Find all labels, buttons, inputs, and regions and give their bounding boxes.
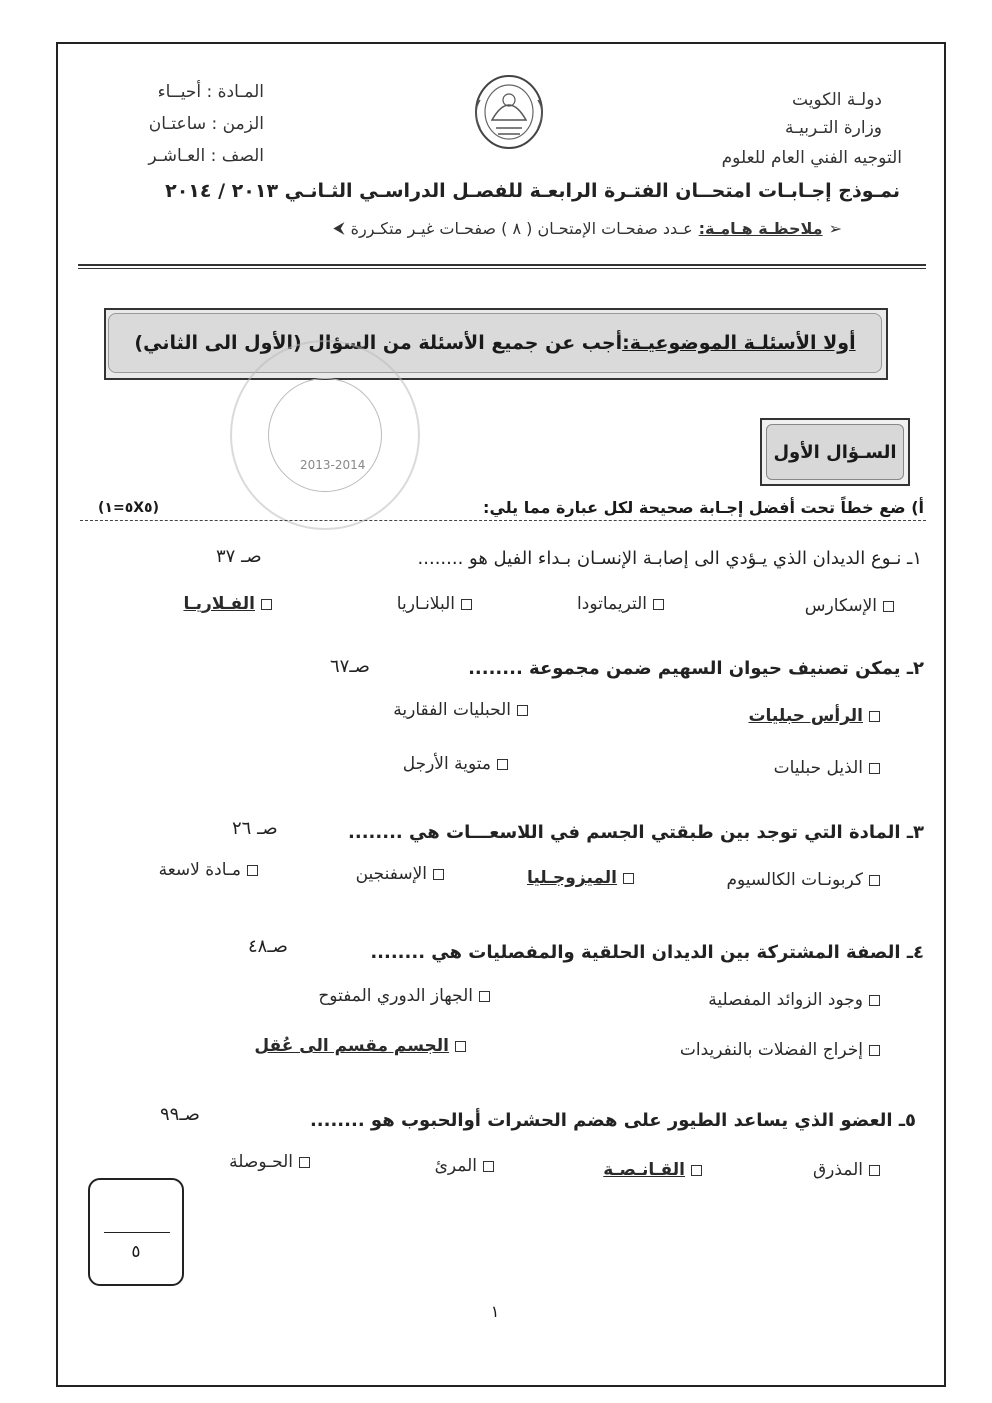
q3-option-2[interactable]: الميزوجـليا <box>527 868 634 888</box>
instruction-divider <box>80 520 926 521</box>
score-divider <box>104 1232 170 1233</box>
q3-option-3[interactable]: الإسفنجين <box>356 864 444 884</box>
checkbox-icon <box>653 599 664 610</box>
checkbox-icon <box>517 705 528 716</box>
kuwait-emblem-icon <box>470 70 548 158</box>
checkbox-icon <box>869 1045 880 1056</box>
checkbox-icon <box>261 599 272 610</box>
grade-label: الصف : العـاشـر <box>148 146 264 166</box>
important-note <box>333 218 842 238</box>
q4-option-4[interactable]: الجسم مقسم الى عُقل <box>254 1036 466 1056</box>
q5-option-1[interactable]: المذرق <box>813 1160 880 1180</box>
checkbox-icon <box>869 875 880 886</box>
stamp-year: 2013-2014 <box>300 458 366 472</box>
banner-text: أجب عن جميع الأسئلة من السؤال (الأول الى الثاني) <box>134 332 623 354</box>
checkbox-icon <box>869 1165 880 1176</box>
checkbox-icon <box>433 869 444 880</box>
section-banner <box>108 313 882 373</box>
q1-option-4[interactable]: الفـلاريـا <box>183 594 272 614</box>
q1-option-3[interactable]: البلانـاريا <box>397 594 472 614</box>
question-3-ref: صـ ٢٦ <box>232 818 278 839</box>
checkbox-icon <box>479 991 490 1002</box>
banner-prefix: أولا الأسئلـة الموضوعيـة: <box>622 332 856 354</box>
q4-option-1[interactable]: وجود الزوائد المفصلية <box>708 990 880 1010</box>
checkbox-icon <box>461 599 472 610</box>
note-label: ملاحظـة هـامـة: <box>698 218 823 238</box>
score-value: ٥ <box>131 1242 141 1262</box>
time-label: الزمن : ساعتـان <box>148 114 264 134</box>
question-4: ٤ـ الصفة المشتركة بين الديدان الحلقية والمفصليات هي ........ <box>370 942 924 963</box>
stamp-inner-ring <box>268 378 382 492</box>
checkbox-icon <box>497 759 508 770</box>
score-formula: (٥=١X٥) <box>98 500 159 516</box>
checkbox-icon <box>869 763 880 774</box>
q1-option-1[interactable]: الإسكارس <box>805 596 894 616</box>
question-2: ٢ـ يمكن تصنيف حيوان السهيم ضمن مجموعة ........ <box>468 658 924 679</box>
q1-option-2[interactable]: التريماتودا <box>577 594 664 614</box>
q5-option-3[interactable]: المرئ <box>435 1156 494 1176</box>
q3-option-4[interactable]: مـادة لاسعة <box>159 860 258 880</box>
q5-option-2[interactable]: القـانـصـة <box>603 1160 702 1180</box>
question-2-ref: صـ٦٧ <box>330 656 370 677</box>
note-text: عـدد صفحـات الإمتحـان ( ٨ ) صفحـات غيـر متكـررة <box>350 218 693 238</box>
q2-option-4[interactable]: متوية الأرجل <box>403 754 508 774</box>
question-4-ref: صـ٤٨ <box>248 936 288 957</box>
checkbox-icon <box>623 873 634 884</box>
q2-option-3[interactable]: الذيل حبليات <box>774 758 880 778</box>
header-divider <box>78 268 926 269</box>
arrow-bullet-icon: ➢ <box>828 218 842 238</box>
checkbox-icon <box>869 711 880 722</box>
header-divider <box>78 264 926 266</box>
arrow-bullet-icon: ⮜ <box>333 218 345 237</box>
question-5: ٥ـ العضو الذي يساعد الطيور على هضم الحشرات أوالحبوب هو ........ <box>309 1110 916 1131</box>
exam-title: نمـوذج إجـابـات امتحــان الفتـرة الرابعـة للفصـل الدراسـي الثـانـي ٢٠١٣ / ٢٠١٤ <box>165 180 900 202</box>
checkbox-icon <box>691 1165 702 1176</box>
question-1-ref: صـ ٣٧ <box>216 546 262 567</box>
checkbox-icon <box>883 601 894 612</box>
q2-option-2[interactable]: الحبليات الفقارية <box>393 700 528 720</box>
q3-option-1[interactable]: كربونـات الكالسيوم <box>726 870 880 890</box>
checkbox-icon <box>869 995 880 1006</box>
ministry-name: وزارة التـربيـة <box>784 118 882 138</box>
question-box-title: السـؤال الأول <box>766 424 904 480</box>
q4-option-3[interactable]: إخراج الفضلات بالنفريدات <box>680 1040 880 1060</box>
q5-option-4[interactable]: الحـوصلة <box>229 1152 310 1172</box>
directorate-name: التوجيه الفني العام للعلوم <box>721 148 902 168</box>
checkbox-icon <box>247 865 258 876</box>
checkbox-icon <box>483 1161 494 1172</box>
question-1: ١ـ نـوع الديدان الذي يـؤدي الى إصابـة الإنسـان بـداء الفيل هو ........ <box>417 548 922 569</box>
question-5-ref: صـ٩٩ <box>160 1104 200 1125</box>
instruction: أ) ضع خطاً تحت أفضل إجـابة صحيحة لكل عبارة مما يلي: <box>483 498 924 517</box>
subject-label: المـادة : أحيــاء <box>157 82 264 102</box>
q4-option-2[interactable]: الجهاز الدوري المفتوح <box>318 986 490 1006</box>
question-3: ٣ـ المادة التي توجد بين طبقتي الجسم في اللاسعـــات هي ........ <box>348 822 924 843</box>
country-name: دولـة الكويت <box>792 90 882 110</box>
checkbox-icon <box>299 1157 310 1168</box>
page-number: ١ <box>490 1302 500 1321</box>
q2-option-1[interactable]: الرأس حبليات <box>748 706 880 726</box>
checkbox-icon <box>455 1041 466 1052</box>
